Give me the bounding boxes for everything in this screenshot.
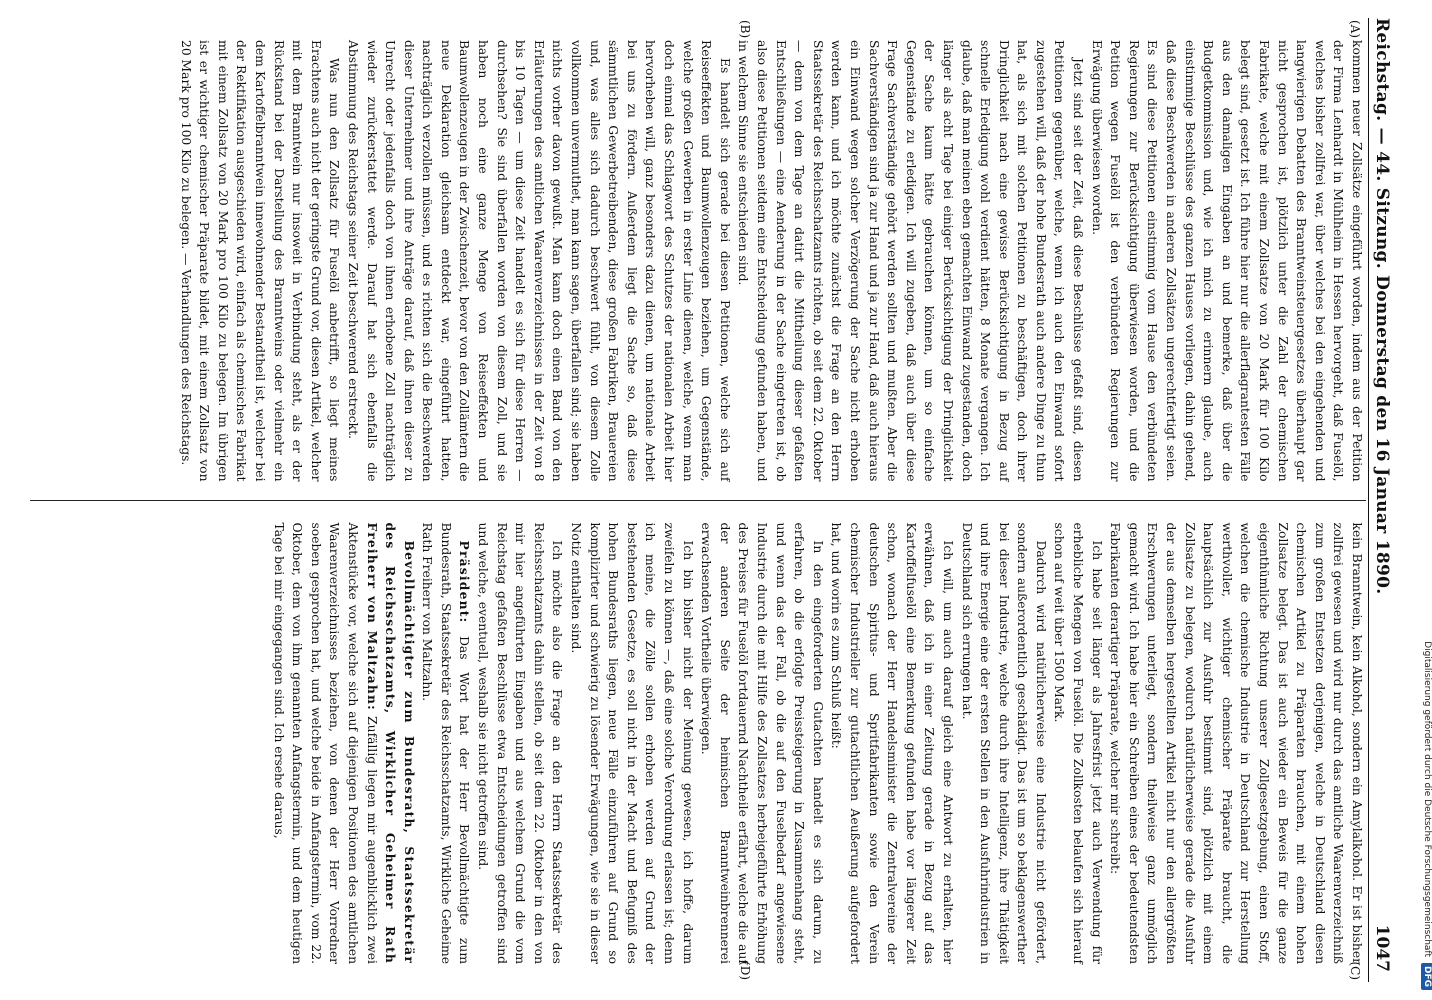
left-column [30,18,1366,500]
speaker-text: Zufällig liegen mir augenblicklich zwei Aktenstücke vor, welche sich auf diejenigen Positionen des amtlichen Waarenverzeichnisses beziehen, von denen der Herr Vorredner soeben gesprochen hat, und welche beide in Anfangstermin, vom 22. Oktober, dem von ihm genannten Anfangstermin, und dem heutigen Tage bei mir eingegangen sind. Ich ersehe daraus, [271,522,379,964]
paragraph: Ich möchte also die Frage an den Herrn Staatssekretär des Reichsschatzamts dahin stellen, ob seit dem 22. Oktober in den von mir hier angeführten Eingaben und aus welchem Grund die vom Reichstag gefaßten Beschlüsse etwa Entscheidungen getroffen sind und welche, eventuell, weshalb sie nicht getroffen sind. [476,522,565,964]
paragraph: Was nun den Zollsatz für Fuselöl anbetrifft, so liegt meines Erachtens auch nicht der geringste Grund vor, diesen Artikel, welcher mit dem Branntwein nur insoweit in Verbindung steht, als er der Rückstand bei der Darstellung des Branntweins oder vielmehr ein dem Kartoffelbranntwein innewohnender Bestandtheil ist, welcher bei der Rektifikation ausgeschieden wird, einfach als chemisches Fabrikat mit einem Zollsatz von 20 Mark pro 100 Kilo zu belegen. Im übrigen ist er wichtiger chemischer Präparate bildet, mit einem Zollsatz von 20 Mark pro 100 Kilo zu belegen. — Verhandlungen des Reichstags. [178,40,342,482]
margin-marker-b: (B) [738,20,752,39]
president-statement [418,523,474,965]
paragraph: kommen neuer Zollsätze eingeführt worden, indem aus der Petition der Firma Lenhardt in Mühlheim in Hessen hervorgeht, daß Fuselöl, welches bisher zollfrei war, über welches bei den eingehenden und langwierigen Debatten des Branntweinsteuergesetzes überhaupt gar nicht gesprochen ist, plötzlich unter die Zahl der chemischen Fabrikate, welche mit einem Zollsatze von 20 Mark für 100 Kilo belegt sind, gesetzt ist. Ich führe hier nur die allerflagrantesten Fälle aus den damaligen Eingaben an und bemerke, daß über die Budgetkommission und, wie ich mich zu erinnern glaube, auch einstimmige Beschlüsse des ganzen Hauses vorliegen, dahin gehend, daß diese Beschwerden in anderen Zollsätzen ungerechtfertigt seien. Es sind diese Petitionen einstimmig vom Hause den verbündeten Regierungen zur Berücksichtigung überwiesen worden, und die Petition wegen Fuselöl ist den verbündeten Regierungen zur Erwägung überwiesen worden. [1089,40,1364,482]
running-head: Reichstag. — 44. Sitzung. Donnerstag den 16 Januar 1890. [1372,18,1392,595]
page-number: 1047 [1372,924,1392,972]
text-columns [30,18,1366,982]
speaker-label: Bevollmächtigter zum Bundesrath, Staatssekretär des Reichsschatzamts, Wirklicher Geheimer Rath Freiherr von Maltzahn: [364,522,417,964]
watermark-text: Digitalisierung gefördert durch die Deutsche Forschungsgemeinschaft [1422,641,1432,957]
right-column [30,500,1366,983]
paragraph: kein Branntwein, kein Alkohol, sondern ein Amylalkohol. Er ist bisher zollfrei gewesen und wird nur durch das amtliche Waarenverzeichniß zum großen Entsetzen derjenigen, welche in Deutschland diesen chemischen Artikel zu Präparaten brauchen, mit einem hohen Zollsatze belegt. Das ist auch wieder ein Beweis für die ganze eigenthümliche Richtung unserer Zollgesetzgebung, einen Stoff, welchen die chemische Industrie in Deutschland zur Herstellung werthvoller, wichtiger chemischer Präparate braucht, die hauptsächlich zur Ausfuhr bestimmt sind, plötzlich mit einem Zollsatze zu belegen, wodurch natürlicherweise gerade die Ausfuhr der aus demselben hergestellten Artikel nicht nur den allergrößten Erschwerungen unterliegt, sondern theilweise ganz unmöglich gemacht wird. Ich habe hier ein Schreiben eines der bedeutendsten Fabrikanten derartiger Präparate, welcher mir schreibt: [1108,522,1364,964]
margin-marker-d: (D) [738,961,752,980]
speaker-statement [269,523,418,965]
paragraph: Ich bin bisher nicht der Meinung gewesen, ich hoffe, darum zweifeln zu können —, daß eine solche Verordnung erlassen ist; denn ich meine, die Zölle sollen erhoben werden auf Grund der bestehenden Gesetze, es soll nicht in der Macht und Befugniß des hohen Bundesraths liegen, neue Fälle einzuführen auf Grund so komplizirter und schwierig zu lösender Erwägungen, wie sie in dieser Notiz enthalten sind. [569,522,695,964]
page-header [1368,18,1418,982]
paragraph: Dadurch wird natürlicherweise eine Industrie nicht gefördert, sondern außerordentlich geschädigt. Das ist um so beklagenswerther bei dieser Industrie, welche durch ihre Intelligenz, ihre Thätigkeit und ihre Energie eine der ersten Stellen in den Ausfuhrindustrien in Deutschland sich errungen hat. [959,522,1048,964]
digitization-watermark [1420,40,1432,990]
margin-marker-a: (A) [1348,20,1362,39]
president-label: Präsident: [457,540,473,624]
paragraph: Ich will, um auch darauf gleich eine Antwort zu erhalten, hier erwähnen, daß ich in einer Zeitung gerade in Bezug auf das Kartoffelfuselöl eine Bemerkung gefunden habe vor längerer Zeit schon, wonach der Herr Handelsminister die Zentralvereine der deutschen Spiritus- und Spritfabrikanten sowie den Verein chemischer Industrieller zur gutachtlichen Aeußerung aufgefordert hat, und worin es zum Schluß heißt: [829,522,955,964]
paragraph: Jetzt sind seit der Zeit, daß diese Beschlüsse gefaßt sind, diesen Petitionen gegenüber, welche, wenn ich auch den Einwand sofort zugestehen will, daß der hohe Bundesrath auch andere Dinge zu thun hat, als sich mit solchen Petitionen zu beschäftigen, doch ihrer Dringlichkeit nach eine gewisse Berücksichtigung in Bezug auf schnelle Erledigung wohl verdient hätten, 8 Monate vergangen. Ich glaube, daß man meinen eben gemachten Einwand zugestanden, doch länger als acht Tage bei einiger Berücksichtigung der Dringlichkeit der Sache kaum hätte gebrauchen können, um so einfache Gegenstände zu erledigen. Ich will zugeben, daß auch über diese Frage Sachverständige gehört werden sollten und mußten. Aber die Sachverständigen sind ja zur Hand und ja zur Hand, daß auch hieraus ein Einwand wegen solcher Verzögerung der Sache nicht erhoben werden kann, und ich möchte zunächst die Frage an den Herrn Staatssekretär des Reichsschatzamts richten, ob seit dem 22. Oktober — denn von dem Tage an datirt die Mittheilung dieser gefaßten Entschließungen — eine Aenderung in der Sache eingetreten ist, ob also diese Petitionen seitdem eine Entscheidung gefunden haben, und in welchem Sinne sie entschieden sind. [736,40,1086,482]
dfg-logo: DFG [1421,963,1432,990]
paragraph: Es handelt sich gerade bei diesen Petitionen, welche sich auf Reiseeffekten und Baumwollenzeugen beziehen, um Gegenstände, welche großen Gewerben in erster Linie dienen, welche, wenn man doch einmal das Schlagwort des Schutzes der nationalen Arbeit hier hervorheben will, ganz besonders dazu dienen, um nationale Arbeit bei uns zu fördern. Außerdem liegt die Sache so, daß diese sämmtlichen Gewerbetreibenden, diese großen Fabriken, Brauereien und, was alles sich dadurch beschwert fühlt, von diesem Zolle vollkommen unvermuthet, man kann sagen, überfallen sind; sie haben nichts vorher davon gewußt. Man kann doch einen Band von den Erläuterungen des amtlichen Waarenverzeichnisses in der Zeit von 8 bis 10 Tagen — um diese Zeit handelt es sich für diese Herren — durchsehen? Sie sind überfallen worden von diesem Zoll, und sie haben noch eine ganze Menge von Reiseeffekten und Baumwollenzeugen in der Zwischenzeit, bevor von den Zollämtern die neue Deklaration gleichsam entdeckt war, eingeführt hatten, nachträglich verzollen müssen, und es richten sich die Beschwerden dieser Unternehmer und ihre Anträge darauf, daß ihnen dieser zu Unrecht oder jedenfalls doch von ihnen erhobene Zoll nachträglich wieder zurückerstattet werde. Darauf hat sich ebenfalls die Abstimmung des Reichstags seiner Zeit beschwerend erstreckt. [345,40,732,482]
paragraph: Ich habe seit länger als Jahresfrist jetzt auch Verwendung für erhebliche Mengen von Fuselöl. Die Zollkosten belaufen sich hierauf schon auf weit über 1500 Mark. [1052,522,1104,964]
margin-marker-c: (C) [1348,961,1362,980]
paragraph: In den eingeforderten Gutachten handelt es sich darum, zu erfahren, ob die erfolgte Preissteigerung in Zusammenhang steht, und wenn das der Fall, ob die auf den Fuselbedarf angewiesene Industrie durch die mit Hilfe des Zollsatzes herbeigeführte Erhöhung des Preises für Fuselöl fortdauernd Nachtheile erfährt, welche die auf der anderen Seite der heimischen Branntweinbrennerei erwachsenden Vortheile überwiegen. [699,522,825,964]
president-text: Das Wort hat der Herr Bevollmächtigte zum Bundesrath, Staatssekretär des Reichsschatzamts, Wirkliche Geheime Rath Freiherr von Maltzahn. [420,522,472,964]
